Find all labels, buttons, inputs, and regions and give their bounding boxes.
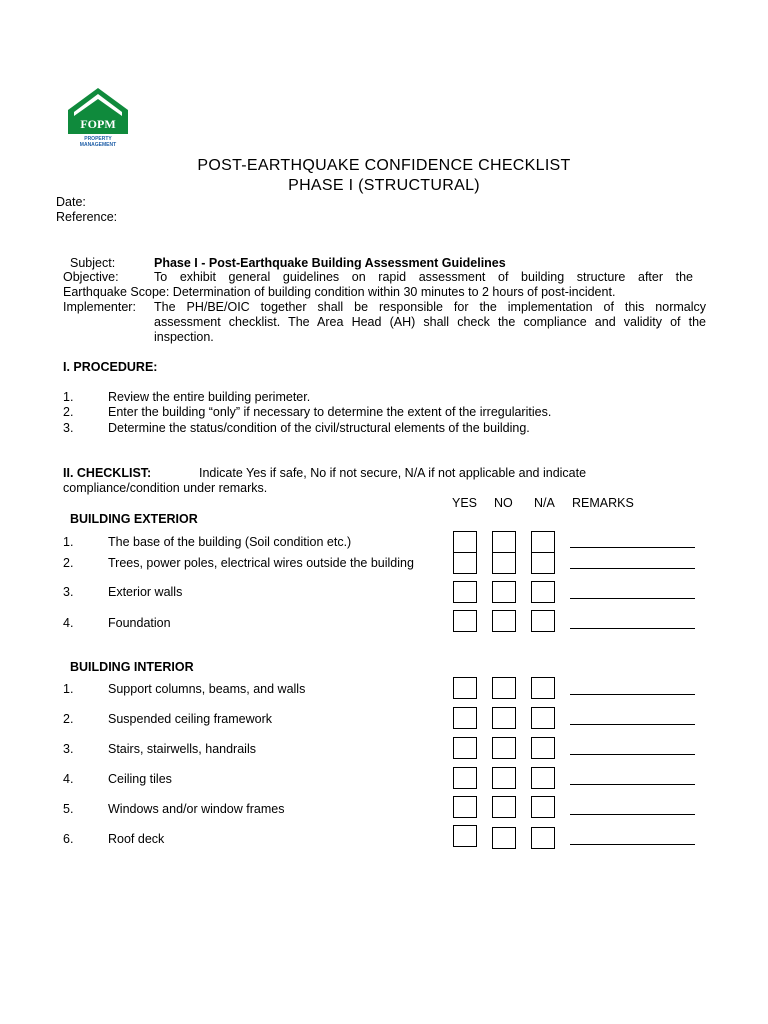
remarks-line[interactable] [570, 628, 695, 629]
no-checkbox[interactable] [492, 767, 516, 789]
na-checkbox[interactable] [531, 610, 555, 632]
exterior-item: The base of the building (Soil condition etc.) [108, 535, 352, 549]
implementer-label: Implementer: [63, 300, 136, 314]
na-checkbox[interactable] [531, 767, 555, 789]
column-no: NO [494, 496, 513, 510]
interior-item: Stairs, stairwells, handrails [108, 742, 256, 756]
yes-checkbox[interactable] [453, 581, 477, 603]
na-checkbox[interactable] [531, 531, 555, 553]
no-checkbox[interactable] [492, 581, 516, 603]
checklist-instruction-2: compliance/condition under remarks. [63, 481, 268, 495]
remarks-line[interactable] [570, 568, 695, 569]
yes-checkbox[interactable] [453, 767, 477, 789]
column-remarks: REMARKS [572, 496, 634, 510]
procedure-heading: I. PROCEDURE: [63, 360, 158, 374]
yes-checkbox[interactable] [453, 610, 477, 632]
no-checkbox[interactable] [492, 531, 516, 553]
interior-num: 2. [63, 712, 74, 726]
fopm-logo [66, 86, 130, 148]
na-checkbox[interactable] [531, 581, 555, 603]
remarks-line[interactable] [570, 598, 695, 599]
no-checkbox[interactable] [492, 707, 516, 729]
procedure-num: 2. [63, 405, 74, 419]
exterior-num: 2. [63, 556, 74, 570]
yes-checkbox[interactable] [453, 531, 477, 553]
exterior-num: 3. [63, 585, 74, 599]
na-checkbox[interactable] [531, 677, 555, 699]
logo-tagline-1: PROPERTY [84, 136, 112, 142]
exterior-heading: BUILDING EXTERIOR [70, 512, 198, 526]
objective-line-1: To exhibit general guidelines on rapid assessment of building structure after the [154, 270, 693, 284]
procedure-item: Enter the building “only” if necessary to determine the extent of the irregularities. [108, 405, 552, 419]
reference-label: Reference: [56, 210, 118, 224]
yes-checkbox[interactable] [453, 796, 477, 818]
checklist-heading: II. CHECKLIST: [63, 466, 152, 480]
interior-num: 1. [63, 682, 74, 696]
exterior-item: Trees, power poles, electrical wires outside the building [108, 556, 414, 570]
yes-checkbox[interactable] [453, 677, 477, 699]
interior-heading: BUILDING INTERIOR [70, 660, 194, 674]
remarks-line[interactable] [570, 814, 695, 815]
document-title-line-2: PHASE I (STRUCTURAL) [288, 177, 480, 194]
remarks-line[interactable] [570, 784, 695, 785]
exterior-num: 1. [63, 535, 74, 549]
yes-checkbox[interactable] [453, 552, 477, 574]
implementer-line-2: assessment checklist. The Area Head (AH) shall check the compliance and validity of the [154, 315, 706, 329]
interior-item: Support columns, beams, and walls [108, 682, 306, 696]
column-na: N/A [534, 496, 555, 510]
no-checkbox[interactable] [492, 827, 516, 849]
interior-num: 3. [63, 742, 74, 756]
na-checkbox[interactable] [531, 827, 555, 849]
implementer-line-1: The PH/BE/OIC together shall be responsible for the implementation of this normalcy [154, 300, 706, 314]
procedure-item: Determine the status/condition of the civil/structural elements of the building. [108, 421, 530, 435]
no-checkbox[interactable] [492, 737, 516, 759]
interior-num: 4. [63, 772, 74, 786]
interior-item: Windows and/or window frames [108, 802, 285, 816]
remarks-line[interactable] [570, 754, 695, 755]
subject-value: Phase I - Post-Earthquake Building Assessment Guidelines [154, 256, 506, 270]
remarks-line[interactable] [570, 844, 695, 845]
date-label: Date: [56, 195, 86, 209]
na-checkbox[interactable] [531, 552, 555, 574]
na-checkbox[interactable] [531, 737, 555, 759]
procedure-item: Review the entire building perimeter. [108, 390, 311, 404]
yes-checkbox[interactable] [453, 737, 477, 759]
exterior-item: Foundation [108, 616, 171, 630]
na-checkbox[interactable] [531, 707, 555, 729]
no-checkbox[interactable] [492, 610, 516, 632]
no-checkbox[interactable] [492, 677, 516, 699]
implementer-line-3: inspection. [154, 330, 214, 344]
logo-brand: FOPM [80, 117, 116, 131]
yes-checkbox[interactable] [453, 825, 477, 847]
remarks-line[interactable] [570, 724, 695, 725]
document-title-line-1: POST-EARTHQUAKE CONFIDENCE CHECKLIST [197, 157, 571, 174]
exterior-num: 4. [63, 616, 74, 630]
checklist-instruction-1: Indicate Yes if safe, No if not secure, N/A if not applicable and indicate [199, 466, 587, 480]
na-checkbox[interactable] [531, 796, 555, 818]
column-yes: YES [452, 496, 478, 510]
remarks-line[interactable] [570, 694, 695, 695]
procedure-num: 1. [63, 390, 74, 404]
no-checkbox[interactable] [492, 796, 516, 818]
subject-label: Subject: [70, 256, 116, 270]
objective-label: Objective: [63, 270, 119, 284]
interior-num: 5. [63, 802, 74, 816]
procedure-num: 3. [63, 421, 74, 435]
no-checkbox[interactable] [492, 552, 516, 574]
interior-item: Roof deck [108, 832, 165, 846]
remarks-line[interactable] [570, 547, 695, 548]
objective-line-2: Earthquake Scope: Determination of building condition within 30 minutes to 2 hours of post-incident. [63, 285, 616, 299]
interior-item: Ceiling tiles [108, 772, 172, 786]
interior-item: Suspended ceiling framework [108, 712, 272, 726]
logo-tagline-2: MANAGEMENT [79, 142, 117, 148]
yes-checkbox[interactable] [453, 707, 477, 729]
interior-num: 6. [63, 832, 74, 846]
exterior-item: Exterior walls [108, 585, 183, 599]
